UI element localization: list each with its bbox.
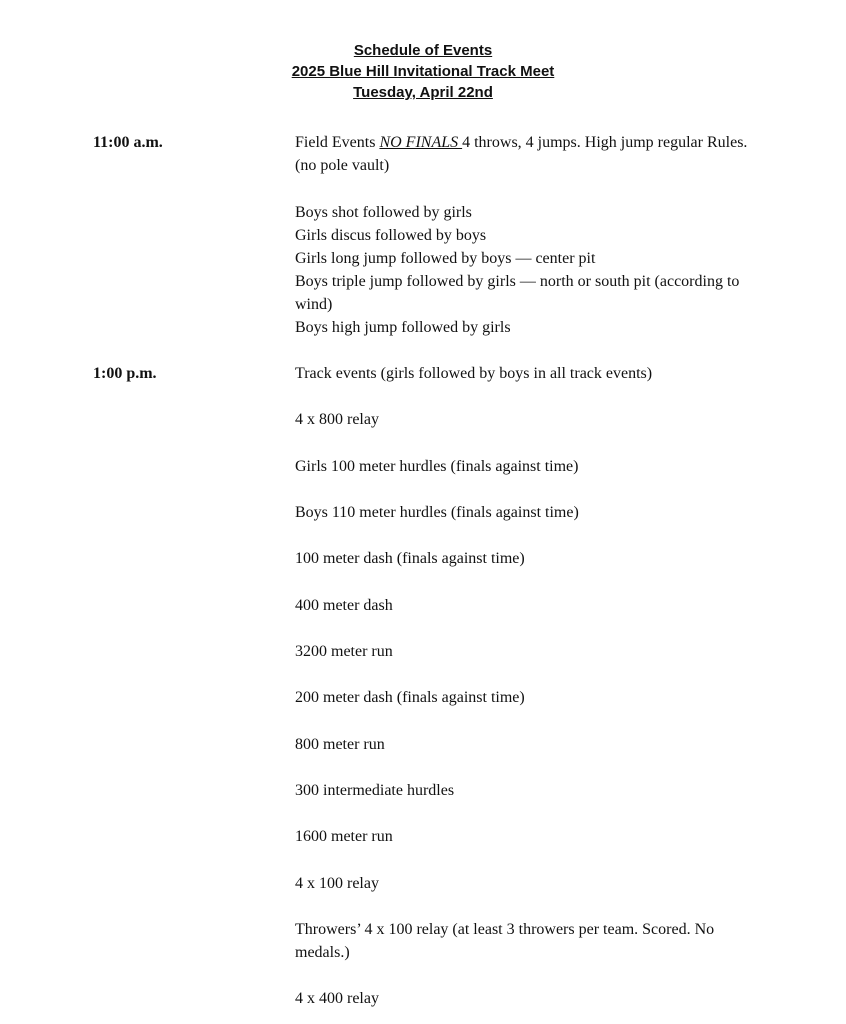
track-event-item: 300 intermediate hurdles xyxy=(295,782,455,799)
no-finals-note: NO FINALS xyxy=(379,134,463,151)
track-event-item: 4 x 800 relay xyxy=(295,411,379,428)
track-event-item: 3200 meter run xyxy=(295,643,393,660)
field-events-rules: 4 throws, 4 jumps. High jump regular Rules. (no pole vault) xyxy=(295,134,748,174)
track-event-item: 4 x 100 relay xyxy=(295,875,379,892)
track-event-item: Girls 100 meter hurdles (finals against time) xyxy=(295,458,579,475)
field-event-item: Boys triple jump followed by girls — north or south pit (according to wind) xyxy=(295,273,740,313)
field-events-time: 11:00 a.m. xyxy=(93,134,163,151)
track-event-item: 400 meter dash xyxy=(295,597,393,614)
track-event-item: Throwers’ 4 x 100 relay (at least 3 throwers per team. Scored. No medals.) xyxy=(295,921,715,961)
meet-name: 2025 Blue Hill Invitational Track Meet xyxy=(291,63,555,80)
field-events-list xyxy=(295,201,765,339)
field-events-intro xyxy=(295,131,765,177)
field-event-item: Boys high jump followed by girls xyxy=(295,319,511,336)
schedule-title: Schedule of Events xyxy=(353,42,493,59)
document-header xyxy=(0,40,846,103)
track-event-item: 4 x 400 relay xyxy=(295,990,379,1007)
field-event-item: Girls discus followed by boys xyxy=(295,227,487,244)
meet-date: Tuesday, April 22nd xyxy=(353,84,493,101)
track-event-item: 100 meter dash (finals against time) xyxy=(295,550,525,567)
field-event-item: Girls long jump followed by boys — center pit xyxy=(295,250,596,267)
field-event-item: Boys shot followed by girls xyxy=(295,204,472,221)
track-event-item: 1600 meter run xyxy=(295,828,393,845)
track-events-intro: Track events (girls followed by boys in all track events) xyxy=(295,365,653,382)
track-event-item: Boys 110 meter hurdles (finals against time) xyxy=(295,504,579,521)
track-event-item: 200 meter dash (finals against time) xyxy=(295,689,525,706)
field-events-label: Field Events xyxy=(295,134,376,151)
track-events-time: 1:00 p.m. xyxy=(93,365,157,382)
track-event-item: 800 meter run xyxy=(295,736,385,753)
